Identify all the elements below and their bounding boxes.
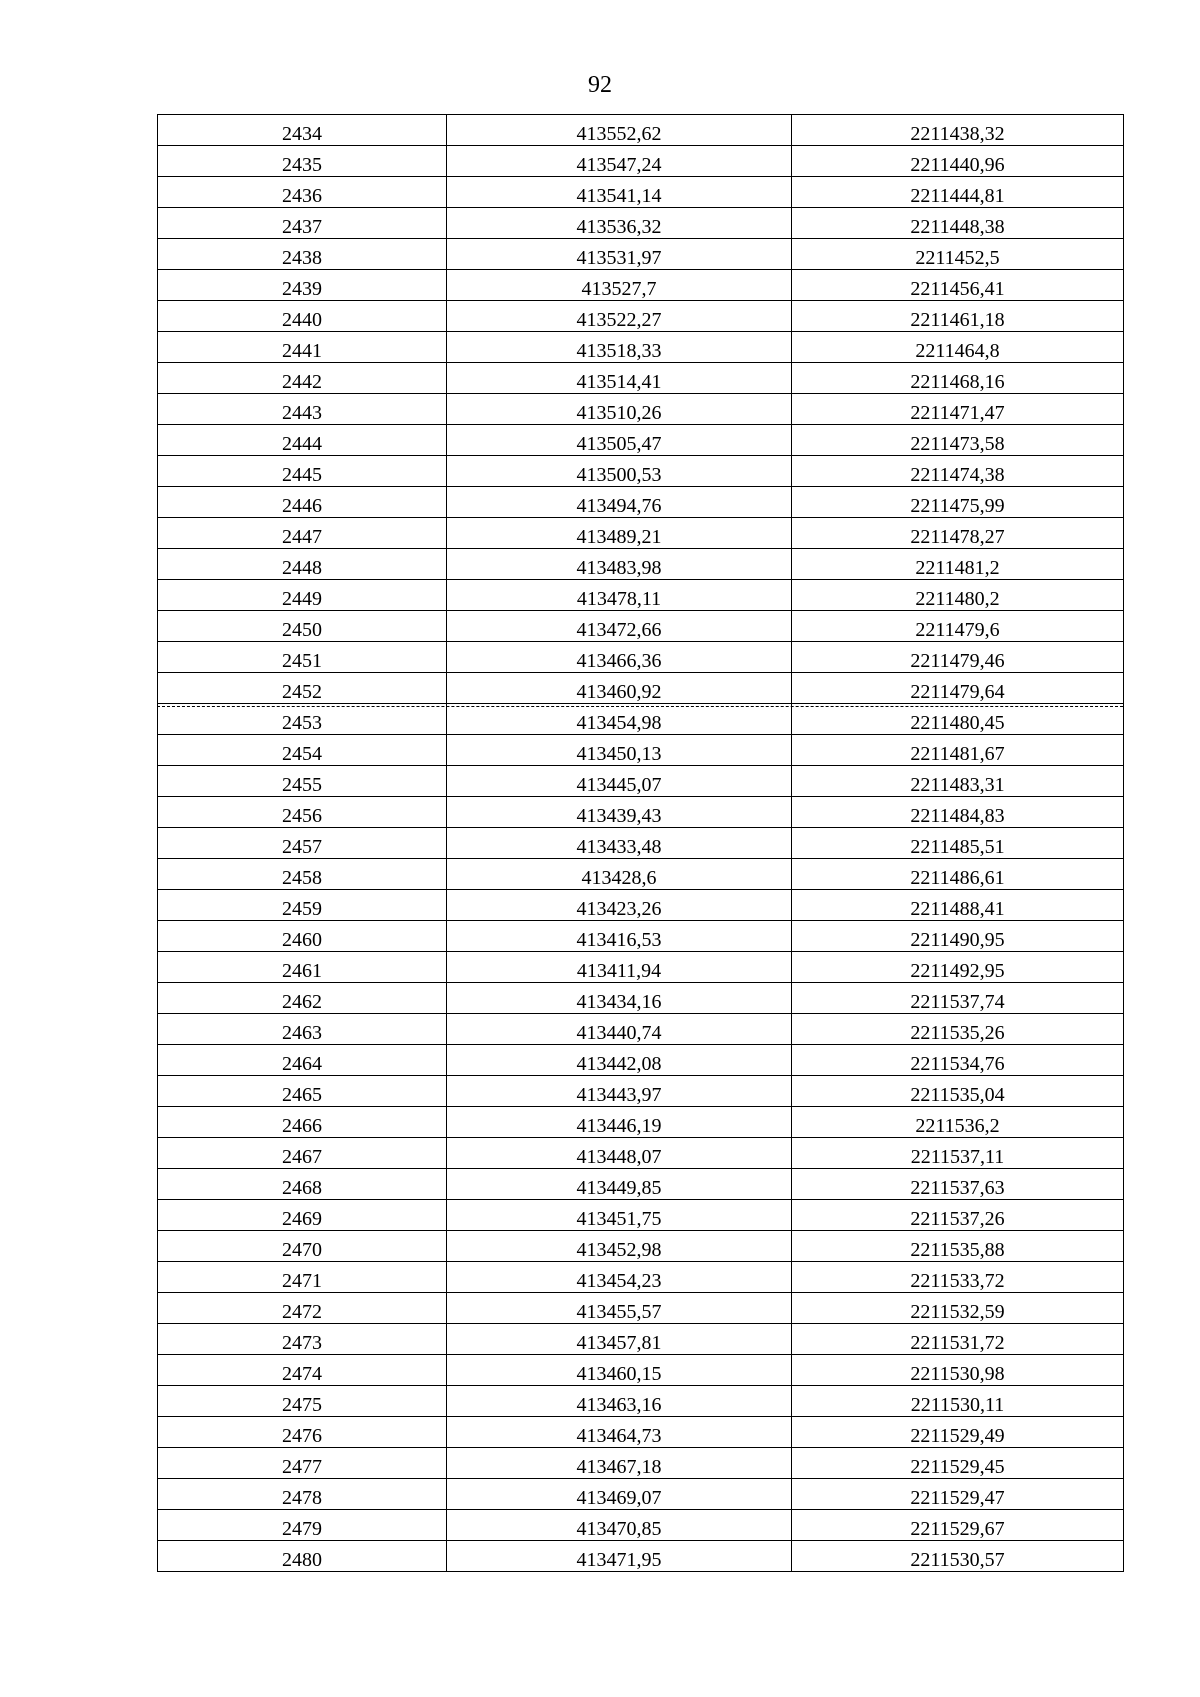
point-number-cell: 2465 [158, 1076, 447, 1107]
x-coordinate-cell: 413531,97 [447, 239, 792, 270]
y-coordinate-cell: 2211535,88 [792, 1231, 1124, 1262]
table-row [158, 1045, 1124, 1076]
point-number-cell: 2463 [158, 1014, 447, 1045]
table-row [158, 828, 1124, 859]
table-row [158, 1355, 1124, 1386]
point-number-cell: 2452 [158, 673, 447, 704]
x-coordinate-cell: 413483,98 [447, 549, 792, 580]
point-number-cell: 2451 [158, 642, 447, 673]
point-number-cell: 2457 [158, 828, 447, 859]
y-coordinate-cell: 2211537,11 [792, 1138, 1124, 1169]
point-number-cell: 2475 [158, 1386, 447, 1417]
point-number-cell: 2446 [158, 487, 447, 518]
x-coordinate-cell: 413423,26 [447, 890, 792, 921]
y-coordinate-cell: 2211479,64 [792, 673, 1124, 704]
table-row [158, 673, 1124, 704]
x-coordinate-cell: 413445,07 [447, 766, 792, 797]
point-number-cell: 2467 [158, 1138, 447, 1169]
x-coordinate-cell: 413443,97 [447, 1076, 792, 1107]
point-number-cell: 2478 [158, 1479, 447, 1510]
x-coordinate-cell: 413494,76 [447, 487, 792, 518]
point-number-cell: 2470 [158, 1231, 447, 1262]
y-coordinate-cell: 2211479,6 [792, 611, 1124, 642]
table-row [158, 797, 1124, 828]
y-coordinate-cell: 2211530,11 [792, 1386, 1124, 1417]
y-coordinate-cell: 2211481,67 [792, 735, 1124, 766]
x-coordinate-cell: 413440,74 [447, 1014, 792, 1045]
table-row [158, 1107, 1124, 1138]
y-coordinate-cell: 2211481,2 [792, 549, 1124, 580]
x-coordinate-cell: 413510,26 [447, 394, 792, 425]
table-row [158, 704, 1124, 735]
point-number-cell: 2436 [158, 177, 447, 208]
point-number-cell: 2468 [158, 1169, 447, 1200]
point-number-cell: 2435 [158, 146, 447, 177]
point-number-cell: 2440 [158, 301, 447, 332]
y-coordinate-cell: 2211530,98 [792, 1355, 1124, 1386]
x-coordinate-cell: 413489,21 [447, 518, 792, 549]
point-number-cell: 2447 [158, 518, 447, 549]
table-row [158, 332, 1124, 363]
table-row [158, 580, 1124, 611]
y-coordinate-cell: 2211471,47 [792, 394, 1124, 425]
y-coordinate-cell: 2211485,51 [792, 828, 1124, 859]
table-row [158, 115, 1124, 146]
table-row [158, 890, 1124, 921]
point-number-cell: 2434 [158, 115, 447, 146]
point-number-cell: 2480 [158, 1541, 447, 1572]
table-row [158, 518, 1124, 549]
y-coordinate-cell: 2211535,26 [792, 1014, 1124, 1045]
x-coordinate-cell: 413460,92 [447, 673, 792, 704]
point-number-cell: 2448 [158, 549, 447, 580]
y-coordinate-cell: 2211473,58 [792, 425, 1124, 456]
x-coordinate-cell: 413451,75 [447, 1200, 792, 1231]
table-row [158, 177, 1124, 208]
table-row [158, 456, 1124, 487]
table-row [158, 611, 1124, 642]
table-row [158, 1417, 1124, 1448]
point-number-cell: 2474 [158, 1355, 447, 1386]
point-number-cell: 2466 [158, 1107, 447, 1138]
table-row [158, 735, 1124, 766]
y-coordinate-cell: 2211529,47 [792, 1479, 1124, 1510]
table-row [158, 425, 1124, 456]
x-coordinate-cell: 413478,11 [447, 580, 792, 611]
x-coordinate-cell: 413463,16 [447, 1386, 792, 1417]
y-coordinate-cell: 2211532,59 [792, 1293, 1124, 1324]
table-row [158, 239, 1124, 270]
x-coordinate-cell: 413457,81 [447, 1324, 792, 1355]
table-row [158, 1138, 1124, 1169]
point-number-cell: 2458 [158, 859, 447, 890]
y-coordinate-cell: 2211529,49 [792, 1417, 1124, 1448]
table-row [158, 1386, 1124, 1417]
x-coordinate-cell: 413471,95 [447, 1541, 792, 1572]
point-number-cell: 2438 [158, 239, 447, 270]
coordinates-table [157, 114, 1124, 1572]
coordinates-table-body [158, 115, 1124, 1572]
x-coordinate-cell: 413536,32 [447, 208, 792, 239]
point-number-cell: 2479 [158, 1510, 447, 1541]
point-number-cell: 2460 [158, 921, 447, 952]
x-coordinate-cell: 413449,85 [447, 1169, 792, 1200]
point-number-cell: 2464 [158, 1045, 447, 1076]
table-row [158, 146, 1124, 177]
y-coordinate-cell: 2211537,63 [792, 1169, 1124, 1200]
table-row [158, 487, 1124, 518]
point-number-cell: 2471 [158, 1262, 447, 1293]
table-row [158, 766, 1124, 797]
y-coordinate-cell: 2211464,8 [792, 332, 1124, 363]
x-coordinate-cell: 413472,66 [447, 611, 792, 642]
y-coordinate-cell: 2211452,5 [792, 239, 1124, 270]
x-coordinate-cell: 413470,85 [447, 1510, 792, 1541]
table-row [158, 952, 1124, 983]
y-coordinate-cell: 2211475,99 [792, 487, 1124, 518]
x-coordinate-cell: 413547,24 [447, 146, 792, 177]
y-coordinate-cell: 2211474,38 [792, 456, 1124, 487]
y-coordinate-cell: 2211480,2 [792, 580, 1124, 611]
x-coordinate-cell: 413505,47 [447, 425, 792, 456]
x-coordinate-cell: 413442,08 [447, 1045, 792, 1076]
point-number-cell: 2437 [158, 208, 447, 239]
x-coordinate-cell: 413467,18 [447, 1448, 792, 1479]
y-coordinate-cell: 2211486,61 [792, 859, 1124, 890]
y-coordinate-cell: 2211444,81 [792, 177, 1124, 208]
x-coordinate-cell: 413500,53 [447, 456, 792, 487]
table-row [158, 921, 1124, 952]
x-coordinate-cell: 413518,33 [447, 332, 792, 363]
x-coordinate-cell: 413522,27 [447, 301, 792, 332]
table-row [158, 549, 1124, 580]
x-coordinate-cell: 413455,57 [447, 1293, 792, 1324]
x-coordinate-cell: 413428,6 [447, 859, 792, 890]
point-number-cell: 2473 [158, 1324, 447, 1355]
table-row [158, 1510, 1124, 1541]
x-coordinate-cell: 413452,98 [447, 1231, 792, 1262]
table-row [158, 642, 1124, 673]
point-number-cell: 2477 [158, 1448, 447, 1479]
point-number-cell: 2455 [158, 766, 447, 797]
y-coordinate-cell: 2211537,74 [792, 983, 1124, 1014]
point-number-cell: 2449 [158, 580, 447, 611]
table-row [158, 1262, 1124, 1293]
x-coordinate-cell: 413469,07 [447, 1479, 792, 1510]
table-row [158, 363, 1124, 394]
point-number-cell: 2442 [158, 363, 447, 394]
y-coordinate-cell: 2211537,26 [792, 1200, 1124, 1231]
x-coordinate-cell: 413454,98 [447, 704, 792, 735]
y-coordinate-cell: 2211488,41 [792, 890, 1124, 921]
y-coordinate-cell: 2211448,38 [792, 208, 1124, 239]
x-coordinate-cell: 413433,48 [447, 828, 792, 859]
page-number: 92 [588, 72, 612, 98]
table-row [158, 859, 1124, 890]
point-number-cell: 2459 [158, 890, 447, 921]
point-number-cell: 2461 [158, 952, 447, 983]
x-coordinate-cell: 413439,43 [447, 797, 792, 828]
point-number-cell: 2456 [158, 797, 447, 828]
y-coordinate-cell: 2211478,27 [792, 518, 1124, 549]
y-coordinate-cell: 2211530,57 [792, 1541, 1124, 1572]
table-row [158, 1324, 1124, 1355]
y-coordinate-cell: 2211484,83 [792, 797, 1124, 828]
y-coordinate-cell: 2211461,18 [792, 301, 1124, 332]
point-number-cell: 2462 [158, 983, 447, 1014]
x-coordinate-cell: 413454,23 [447, 1262, 792, 1293]
point-number-cell: 2443 [158, 394, 447, 425]
point-number-cell: 2454 [158, 735, 447, 766]
dashed-scan-line [157, 706, 1123, 707]
table-row [158, 1014, 1124, 1045]
table-row [158, 1231, 1124, 1262]
table-row [158, 301, 1124, 332]
table-row [158, 1541, 1124, 1572]
y-coordinate-cell: 2211534,76 [792, 1045, 1124, 1076]
x-coordinate-cell: 413411,94 [447, 952, 792, 983]
table-row [158, 1448, 1124, 1479]
y-coordinate-cell: 2211480,45 [792, 704, 1124, 735]
table-row [158, 1200, 1124, 1231]
point-number-cell: 2450 [158, 611, 447, 642]
point-number-cell: 2453 [158, 704, 447, 735]
y-coordinate-cell: 2211490,95 [792, 921, 1124, 952]
table-row [158, 1076, 1124, 1107]
table-row [158, 394, 1124, 425]
point-number-cell: 2472 [158, 1293, 447, 1324]
point-number-cell: 2476 [158, 1417, 447, 1448]
x-coordinate-cell: 413450,13 [447, 735, 792, 766]
table-row [158, 1293, 1124, 1324]
x-coordinate-cell: 413434,16 [447, 983, 792, 1014]
y-coordinate-cell: 2211533,72 [792, 1262, 1124, 1293]
point-number-cell: 2439 [158, 270, 447, 301]
table-row [158, 983, 1124, 1014]
y-coordinate-cell: 2211535,04 [792, 1076, 1124, 1107]
table-row [158, 1479, 1124, 1510]
x-coordinate-cell: 413466,36 [447, 642, 792, 673]
x-coordinate-cell: 413416,53 [447, 921, 792, 952]
x-coordinate-cell: 413448,07 [447, 1138, 792, 1169]
point-number-cell: 2444 [158, 425, 447, 456]
y-coordinate-cell: 2211468,16 [792, 363, 1124, 394]
x-coordinate-cell: 413464,73 [447, 1417, 792, 1448]
x-coordinate-cell: 413552,62 [447, 115, 792, 146]
y-coordinate-cell: 2211529,67 [792, 1510, 1124, 1541]
y-coordinate-cell: 2211536,2 [792, 1107, 1124, 1138]
x-coordinate-cell: 413541,14 [447, 177, 792, 208]
y-coordinate-cell: 2211440,96 [792, 146, 1124, 177]
table-row [158, 270, 1124, 301]
y-coordinate-cell: 2211479,46 [792, 642, 1124, 673]
x-coordinate-cell: 413460,15 [447, 1355, 792, 1386]
y-coordinate-cell: 2211492,95 [792, 952, 1124, 983]
x-coordinate-cell: 413527,7 [447, 270, 792, 301]
y-coordinate-cell: 2211438,32 [792, 115, 1124, 146]
table-row [158, 1169, 1124, 1200]
y-coordinate-cell: 2211531,72 [792, 1324, 1124, 1355]
point-number-cell: 2469 [158, 1200, 447, 1231]
y-coordinate-cell: 2211456,41 [792, 270, 1124, 301]
point-number-cell: 2445 [158, 456, 447, 487]
point-number-cell: 2441 [158, 332, 447, 363]
y-coordinate-cell: 2211529,45 [792, 1448, 1124, 1479]
x-coordinate-cell: 413514,41 [447, 363, 792, 394]
y-coordinate-cell: 2211483,31 [792, 766, 1124, 797]
x-coordinate-cell: 413446,19 [447, 1107, 792, 1138]
table-row [158, 208, 1124, 239]
